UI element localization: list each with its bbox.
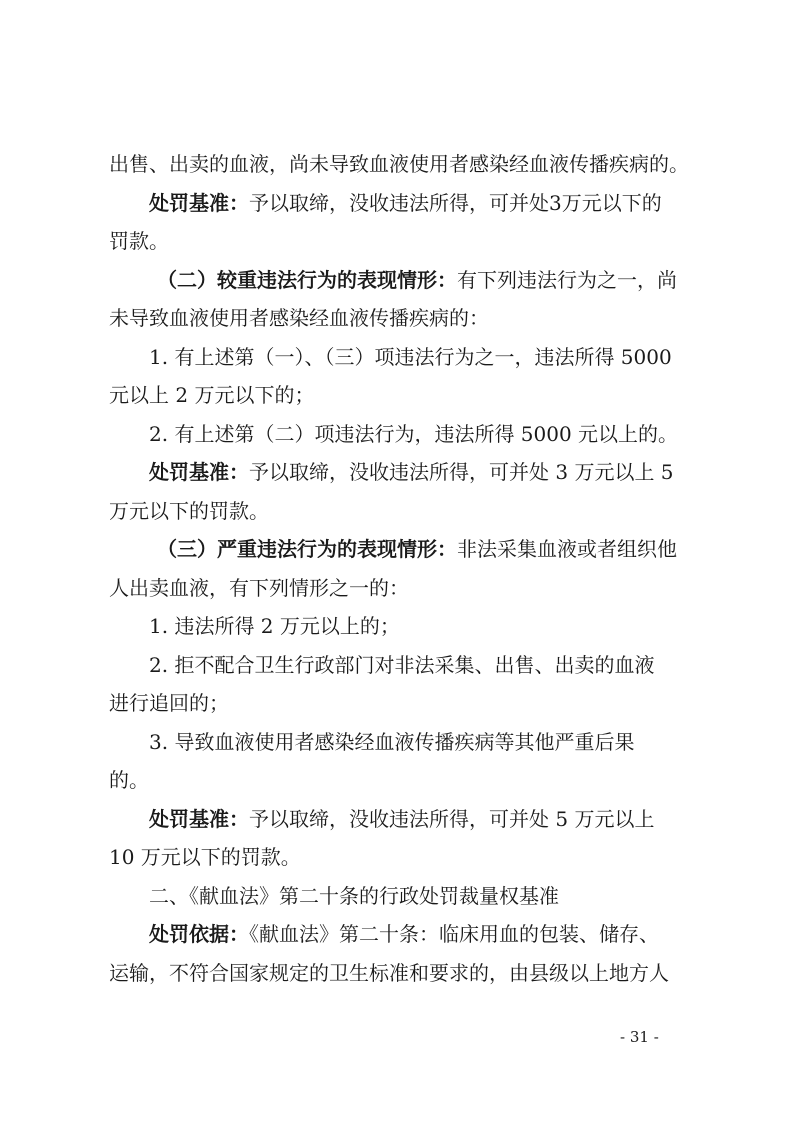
text-line: 处罚依据：《献血法》第二十条：临床用血的包装、储存、	[149, 922, 659, 946]
list-item: 3. 导致血液使用者感染经血液传播疾病等其他严重后果	[149, 729, 635, 754]
list-item: 2. 有上述第（二）项违法行为，违法所得 5000 元以上的。	[149, 421, 679, 446]
text-line: 出售、出卖的血液，尚未导致血液使用者感染经血液传播疾病的。	[109, 152, 689, 176]
document-body	[109, 145, 699, 992]
text-line: 进行追回的；	[109, 691, 229, 715]
text-line: 运输，不符合国家规定的卫生标准和要求的，由县级以上地方人	[109, 960, 669, 985]
section-heading: 二、《献血法》第二十条的行政处罚裁量权基准	[149, 883, 559, 908]
text-line: 10 万元以下的罚款。	[109, 845, 301, 869]
section-heading: （二）较重违法行为的表现情形：有下列违法行为之一，尚	[157, 267, 677, 292]
text-line: 处罚基准：予以取缔，没收违法所得，可并处 3 万元以上 5	[149, 460, 674, 484]
text-line: 的。	[109, 768, 149, 792]
text-line: 人出卖血液，有下列情形之一的：	[109, 575, 409, 600]
list-item: 1. 违法所得 2 万元以上的；	[149, 614, 400, 638]
text-line: 万元以下的罚款。	[109, 498, 269, 523]
list-item: 2. 拒不配合卫生行政部门对非法采集、出售、出卖的血液	[149, 652, 655, 677]
page-number: - 31 -	[620, 1028, 659, 1046]
text-line: 罚款。	[109, 229, 169, 253]
list-item: 1. 有上述第（一）、（三）项违法行为之一，违法所得 5000	[149, 344, 672, 369]
section-heading: （三）严重违法行为的表现情形：非法采集血液或者组织他	[157, 537, 677, 561]
text-line: 处罚基准：予以取缔，没收违法所得，可并处3万元以下的	[149, 190, 662, 215]
text-line: 未导致血液使用者感染经血液传播疾病的：	[109, 306, 489, 330]
text-line: 元以上 2 万元以下的；	[109, 383, 315, 407]
text-line: 处罚基准：予以取缔，没收违法所得，可并处 5 万元以上	[149, 806, 655, 831]
